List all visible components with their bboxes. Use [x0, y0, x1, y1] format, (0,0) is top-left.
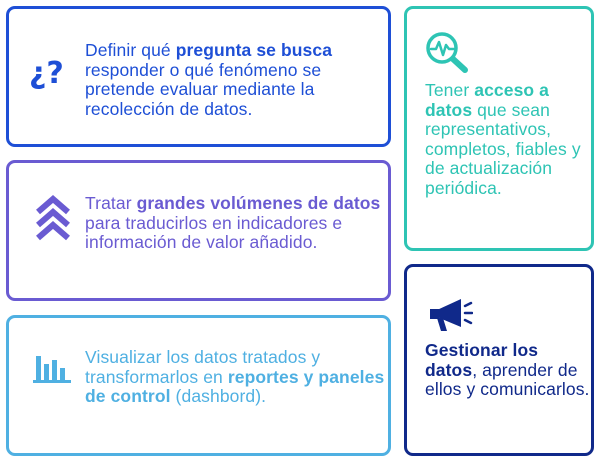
text-part: (dashbord).: [170, 386, 267, 406]
megaphone-icon: [427, 297, 473, 335]
text-part: para traducirlos en indicadores e información de valor añadido.: [85, 212, 343, 252]
svg-text:¿?: ¿?: [29, 56, 64, 89]
card-text: [425, 341, 590, 400]
card-data-access: [404, 6, 594, 251]
text-part-bold: Gestionar los datos: [425, 340, 539, 380]
text-part-bold: grandes volúmenes de datos: [136, 193, 381, 213]
card-text: [85, 194, 385, 253]
text-part: Definir qué: [85, 40, 176, 60]
card-big-data: [6, 160, 391, 301]
text-part: que sean representativos, completos, fiables y de actualización periódica.: [425, 99, 581, 198]
text-part: , aprender de ellos y comunicarlos.: [425, 359, 590, 399]
question-marks-icon: [29, 49, 73, 89]
double-chevron-up-icon: [35, 195, 71, 241]
text-part: responder o qué fenómeno se pretende evaluar mediante la recolección de datos.: [85, 59, 322, 119]
text-part: Visualizar los datos tratados y transformarlos en: [85, 347, 321, 387]
card-text: [85, 41, 380, 119]
text-part-bold: pregunta se busca: [175, 40, 333, 60]
text-part-bold: acceso a datos: [425, 80, 549, 120]
card-manage-data: [404, 264, 594, 456]
text-part-bold: reportes y paneles de control: [85, 366, 385, 406]
text-part: Tratar: [85, 193, 137, 213]
bar-chart-icon: [33, 350, 71, 384]
card-visualize: [6, 315, 391, 456]
magnifier-pulse-icon: [425, 31, 469, 73]
card-define-question: [6, 6, 391, 147]
card-text: [425, 81, 590, 198]
card-text: [85, 348, 385, 407]
text-part: Tener: [425, 80, 475, 100]
